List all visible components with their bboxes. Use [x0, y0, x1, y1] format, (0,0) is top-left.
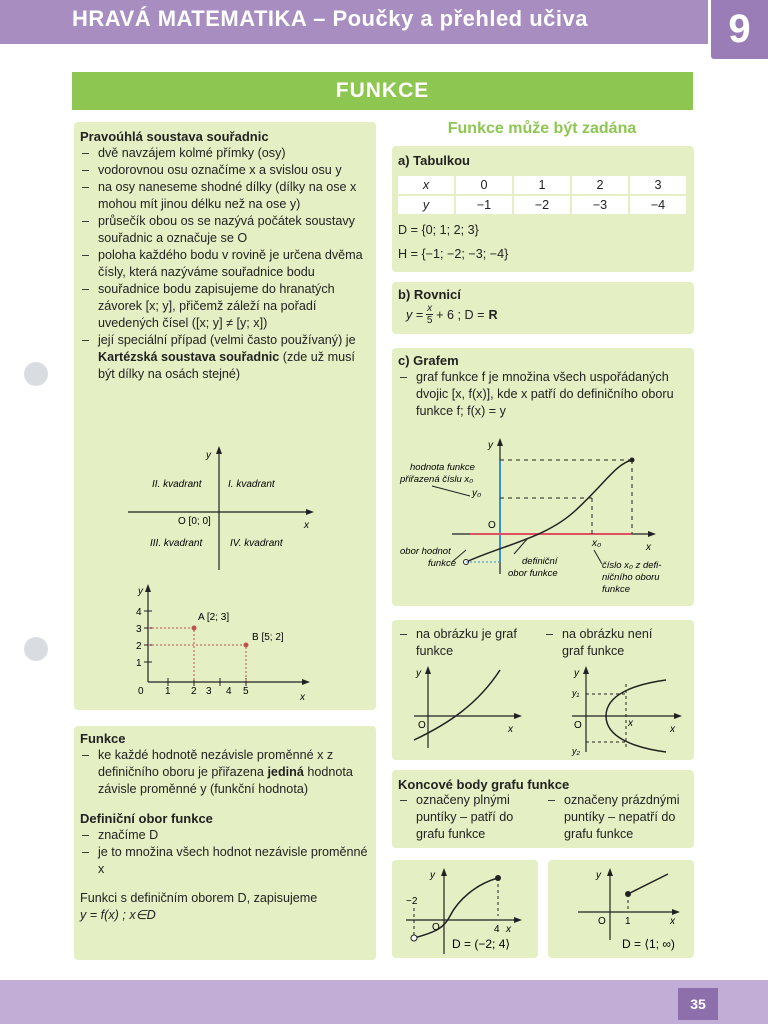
point-a-label: A [2; 3] — [198, 612, 230, 623]
domain-item: – je to množina všech hodnot nezávisle proměnné x — [80, 844, 370, 878]
table-row — [398, 196, 686, 214]
table-cell: 0 — [456, 176, 512, 194]
equation-set: R — [488, 307, 498, 322]
table-panel — [392, 146, 694, 272]
ex1-x: x — [506, 924, 511, 935]
x-tick-1: 1 — [165, 686, 171, 697]
table-cell: −4 — [630, 196, 686, 214]
equation-prefix: y = — [406, 307, 424, 322]
section-banner: FUNKCE — [72, 72, 693, 110]
y-tick-1: 1 — [136, 658, 142, 669]
cartesian-suffix: (zde už musí být dílky na osách stejné) — [98, 350, 355, 381]
function-title: Funkce — [80, 731, 126, 746]
footer-bar — [0, 980, 768, 1024]
is-graph-x: x — [508, 724, 513, 735]
graph-range-label-2: funkce — [428, 558, 456, 569]
x-tick-5: 5 — [243, 686, 249, 697]
ex1-tick-a: −2 — [406, 896, 418, 907]
coords-item: – poloha každého bodu v rovině je určena dvěma čísly, která nazýváme souřadnice bodu — [80, 247, 372, 281]
not-graph-x: x — [670, 724, 675, 735]
table-domain: D = {0; 1; 2; 3} — [398, 223, 479, 237]
coords-title: Pravoúhlá soustava souřadnic — [80, 129, 269, 144]
y-tick-2: 2 — [136, 641, 142, 652]
endpoints-title: Koncové body grafu funkce — [398, 777, 570, 792]
is-graph-caption-2: funkce — [416, 644, 454, 658]
table-cell: y — [398, 196, 454, 214]
point-b-label: B [5; 2] — [252, 632, 284, 643]
equation-denominator: 5 — [426, 315, 433, 326]
table-cell: 1 — [514, 176, 570, 194]
not-graph-origin: O — [574, 720, 582, 731]
function-panel — [74, 726, 376, 960]
quadrant-diagram — [124, 442, 374, 572]
page-number: 35 — [678, 988, 718, 1020]
not-graph-caption-1: na obrázku není — [562, 627, 653, 641]
ex1-origin: O — [432, 922, 440, 933]
endpoints-example-2-diagram — [548, 860, 694, 958]
coords-item: – souřadnice bodu zapisujeme do hranatých závorek [x; y], přičemž záleží na pořadí uvedených čísel ([x; y] ≠ [y; x]) — [80, 281, 372, 332]
not-graph-y1: y₁ — [572, 688, 580, 698]
ex2-domain: D = ⟨1; ∞) — [622, 937, 675, 951]
endpoints-example-1 — [392, 860, 538, 958]
graph-value-label-2: přiřazená číslu x₀ — [400, 474, 474, 485]
not-graph-y: y — [574, 668, 579, 679]
endpoints-filled: – označeny plnými puntíky – patří do grafu funkce — [398, 792, 540, 843]
table-section-title: a) Tabulkou — [398, 153, 470, 168]
is-graph-panel — [392, 620, 694, 760]
values-table — [396, 174, 688, 216]
ex1-domain: D = (−2; 4⟩ — [452, 937, 511, 951]
chapter-number: 9 — [728, 6, 751, 51]
endpoints-example-2 — [548, 860, 694, 958]
ex2-y: y — [596, 870, 601, 881]
is-graph-caption — [398, 626, 548, 660]
ex2-x: x — [670, 916, 675, 927]
not-graph-caption — [544, 626, 684, 660]
table-cell: −2 — [514, 196, 570, 214]
not-graph-caption-2: graf funkce — [562, 644, 625, 658]
function-graph-diagram — [396, 434, 692, 602]
graph-value-label-1: hodnota funkce — [410, 462, 475, 473]
graph-domain-label-1: definiční — [522, 556, 558, 567]
endpoints-example-1-diagram — [392, 860, 538, 958]
is-graph-y: y — [416, 668, 421, 679]
coords-item-cartesian — [80, 332, 372, 383]
origin-label: O [0; 0] — [178, 516, 211, 527]
ex1-y: y — [430, 870, 435, 881]
equation-numerator: x — [427, 303, 433, 314]
graph-number-label-3: funkce — [602, 584, 630, 595]
point-diagram — [134, 582, 314, 702]
quadrant-2-label: II. kvadrant — [152, 479, 202, 490]
coords-item: – vodorovnou osu označíme x a svislou osu y — [80, 162, 372, 179]
not-graph-y2: y₂ — [572, 746, 580, 756]
cartesian-bold: Kartézská soustava souřadnic — [98, 350, 280, 364]
equation-fraction — [426, 303, 433, 326]
function-closing-formula: y = f(x) ; x∈D — [80, 908, 156, 922]
table-cell: x — [398, 176, 454, 194]
coords-item: – na osy naneseme shodné dílky (dílky na ose x mohou mít jinou délku než na ose y) — [80, 179, 372, 213]
y-tick-3: 3 — [136, 624, 142, 635]
is-graph-origin: O — [418, 720, 426, 731]
y-tick-4: 4 — [136, 607, 142, 618]
x-tick-3: 3 — [206, 686, 212, 697]
table-cell: 2 — [572, 176, 628, 194]
x-tick-4: 4 — [226, 686, 232, 697]
equation-panel — [392, 282, 694, 334]
domain-title: Definiční obor funkce — [80, 811, 213, 826]
graph-number-label-2: ničního oboru — [602, 572, 660, 583]
point-x-label: x — [300, 692, 305, 702]
table-range: H = {−1; −2; −3; −4} — [398, 247, 509, 261]
domain-item: – značíme D — [80, 827, 370, 844]
header-title: HRAVÁ MATEMATIKA – Poučky a přehled učiva — [72, 6, 588, 31]
quadrant-3-label: III. kvadrant — [150, 538, 203, 549]
graph-x0-label: x₀ — [592, 538, 602, 549]
cartesian-prefix: její speciální případ (velmi často používaný) je — [98, 333, 356, 347]
binding-hole — [24, 362, 48, 386]
is-graph-diagram — [408, 664, 528, 754]
ex2-origin: O — [598, 916, 606, 927]
quad-x-label: x — [304, 520, 309, 531]
equation-section-title: b) Rovnicí — [398, 287, 461, 302]
function-item-suffix: hodnota závisle proměnné y (funkční hodnota) — [98, 765, 353, 796]
right-subtitle: Funkce může být zadána — [447, 120, 637, 137]
graph-y0-label: y₀ — [472, 488, 482, 499]
graph-section-title: c) Grafem — [398, 353, 459, 368]
graph-range-label-1: obor hodnot — [400, 546, 451, 557]
equation-formula — [406, 303, 498, 326]
quad-y-label: y — [206, 450, 211, 461]
graph-y-label: y — [488, 440, 493, 451]
graph-section-text: – graf funkce f je množina všech uspořádaných dvojic [x, f(x)], kde x patří do definičního oboru funkce f; f(x) = y — [398, 369, 688, 420]
not-graph-diagram — [566, 664, 690, 758]
coords-panel — [74, 122, 376, 710]
x-tick-2: 2 — [191, 686, 197, 697]
function-item — [80, 747, 370, 798]
function-item-bold: jediná — [267, 765, 304, 779]
table-row — [398, 176, 686, 194]
graph-domain-label-2: obor funkce — [508, 568, 558, 579]
coords-item: – průsečík obou os se nazývá počátek soustavy souřadnic a označuje se O — [80, 213, 372, 247]
coords-item: – dvě navzájem kolmé přímky (osy) — [80, 145, 372, 162]
not-graph-x-mark: x — [628, 718, 633, 729]
point-y-label: y — [138, 586, 143, 597]
quadrant-4-label: IV. kvadrant — [230, 538, 283, 549]
ex1-tick-b: 4 — [494, 924, 500, 935]
table-cell: −1 — [456, 196, 512, 214]
x-tick-0: 0 — [138, 686, 144, 697]
ex2-tick: 1 — [625, 916, 631, 927]
is-graph-caption-1: na obrázku je graf — [416, 627, 517, 641]
endpoints-empty: – označeny prázdnými puntíky – nepatří do grafu funkce — [546, 792, 690, 843]
chapter-tab — [708, 0, 768, 62]
equation-suffix: + 6 ; D = — [436, 307, 485, 322]
graph-origin-label: O — [488, 520, 496, 531]
table-cell: 3 — [630, 176, 686, 194]
function-item-prefix: ke každé hodnotě nezávisle proměnné x z definičního oboru je přiřazena — [98, 748, 334, 779]
quadrant-1-label: I. kvadrant — [228, 479, 275, 490]
binding-hole — [24, 637, 48, 661]
function-closing: Funkci s definičním oborem D, zapisujeme — [80, 891, 318, 905]
graph-number-label-1: číslo x₀ z defi- — [602, 560, 662, 571]
graph-x-label: x — [646, 542, 651, 553]
endpoints-panel — [392, 770, 694, 848]
graph-panel — [392, 348, 694, 606]
table-cell: −3 — [572, 196, 628, 214]
